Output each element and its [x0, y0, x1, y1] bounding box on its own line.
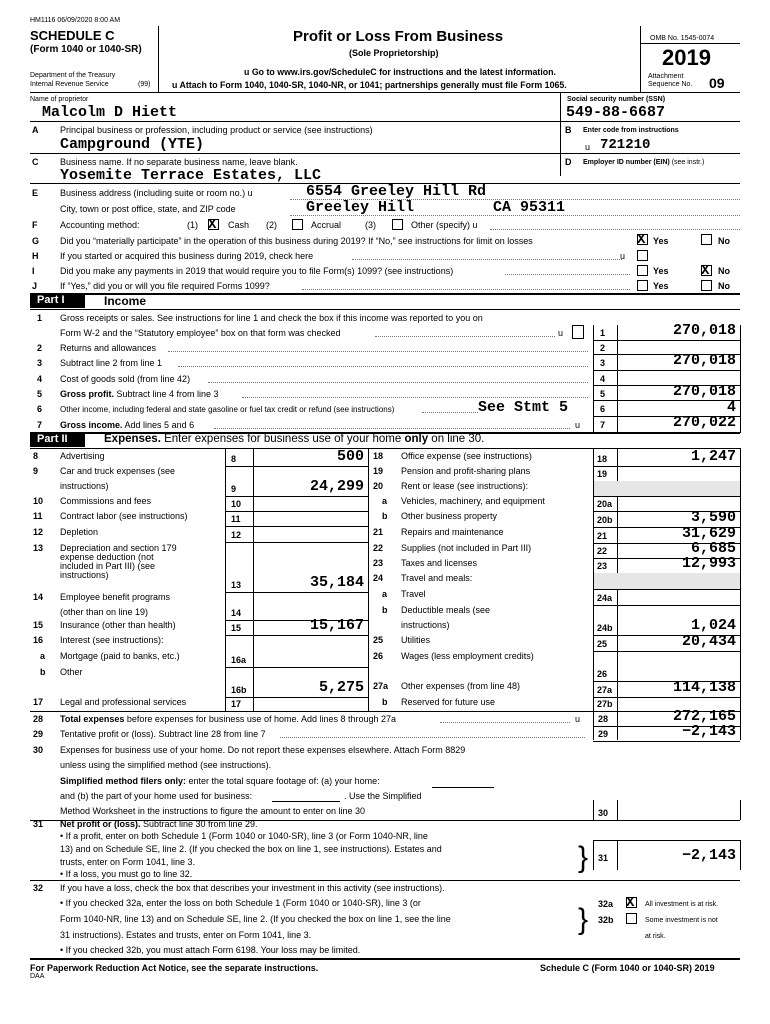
- line30-text2: unless using the simplified method (see instructions).: [60, 760, 272, 770]
- part2-label: Part II: [37, 433, 68, 445]
- expense-line-number: 24: [373, 573, 384, 583]
- line-j-yes-checkbox[interactable]: [637, 280, 648, 291]
- line31-bracket: }: [578, 841, 589, 874]
- line5-box: 5: [600, 389, 606, 399]
- line5-number: 5: [37, 389, 43, 399]
- expense-box-number: 16b: [231, 685, 247, 695]
- line2-box: 2: [600, 343, 606, 353]
- expense-line-number: b: [382, 605, 388, 615]
- ssn-value[interactable]: 549-88-6687: [566, 104, 666, 121]
- line-j-yes-label: Yes: [653, 281, 669, 291]
- line4-number: 4: [37, 374, 43, 384]
- expense-line-number: 10: [33, 496, 44, 506]
- expense-line-label: Other expenses (from line 48): [401, 681, 521, 691]
- line32-text1: If you have a loss, check the box that describes your investment in this activity (see instructions).: [60, 883, 445, 893]
- expense-box-number: 24a: [597, 593, 613, 603]
- expense-line-label: Pension and profit-sharing plans: [401, 466, 531, 476]
- form-title: Profit or Loss From Business: [293, 28, 504, 45]
- line-g-letter: G: [32, 236, 40, 246]
- expense-line-number: b: [382, 697, 388, 707]
- line30-text4b: . Use the Simplified: [344, 791, 422, 801]
- expense-line-label-2: instructions): [401, 620, 450, 630]
- expense-line-label: Supplies (not included in Part III): [401, 543, 532, 553]
- expense-box-number: 23: [597, 561, 608, 571]
- expense-line-number: 8: [33, 451, 39, 461]
- line-a-label: Principal business or profession, including product or service (see instructions): [60, 125, 373, 135]
- expense-box-number: 27a: [597, 685, 613, 695]
- line7-number: 7: [37, 420, 43, 430]
- attach-instructions: u Attach to Form 1040, 1040-SR, 1040-NR, or 1041; partnerships generally must file Form 1065.: [172, 80, 567, 90]
- expense-value[interactable]: 1,024: [690, 617, 736, 634]
- business-address[interactable]: 6554 Greeley Hill Rd: [306, 183, 487, 200]
- line-i-letter: I: [32, 266, 35, 276]
- line-j-label: If “Yes,” did you or will you file required Forms 1099?: [60, 281, 270, 291]
- form-subtitle: (Sole Proprietorship): [349, 48, 439, 58]
- line32b-text2: at risk.: [645, 933, 666, 940]
- expense-box-number: 22: [597, 546, 608, 556]
- expense-line-label: Travel: [401, 589, 426, 599]
- expense-line-label: Other business property: [401, 511, 498, 521]
- line2-text: Returns and allowances: [60, 343, 157, 353]
- expense-row-rule: [593, 496, 740, 497]
- expense-line-label: Vehicles, machinery, and equipment: [401, 496, 545, 506]
- expense-box-number: 24b: [597, 623, 613, 633]
- expense-box-number: 10: [231, 499, 242, 509]
- line3-text: Subtract line 2 from line 1: [60, 358, 163, 368]
- line29-box: 29: [598, 729, 609, 739]
- accrual-label: Accrual: [311, 220, 342, 230]
- cash-check-mark: X: [208, 217, 217, 233]
- expense-line-number: 9: [33, 466, 39, 476]
- line1-text2: Form W-2 and the “Statutory employee” box on that form was checked: [60, 328, 341, 338]
- business-city[interactable]: Greeley Hill: [306, 199, 415, 216]
- expense-box-number: 21: [597, 531, 608, 541]
- line-g-label: Did you “materially participate” in the operation of this business during 2019? If “No,” see instructions for limit on losses: [60, 236, 533, 246]
- expense-value[interactable]: 3,590: [690, 509, 736, 526]
- expense-line-label: Travel and meals:: [401, 573, 473, 583]
- business-name[interactable]: Yosemite Terrace Estates, LLC: [60, 167, 322, 184]
- line-g-no-checkbox[interactable]: [701, 234, 712, 245]
- other-income-value[interactable]: 4: [726, 399, 736, 416]
- expense-row-rule: [225, 592, 368, 593]
- line-j-no-checkbox[interactable]: [701, 280, 712, 291]
- line1-marker: u: [558, 328, 564, 338]
- line5-text: Gross profit. Subtract line 4 from line 3: [60, 389, 219, 399]
- expense-box-number: 26: [597, 669, 608, 679]
- expense-box-number: 8: [231, 454, 237, 464]
- line-e-letter: E: [32, 188, 39, 198]
- line31-text5: • If a loss, you must go to line 32.: [60, 869, 193, 879]
- expense-value[interactable]: 6,685: [690, 540, 736, 557]
- line-i-label: Did you make any payments in 2019 that would require you to file Form(s) 1099? (see instructions): [60, 266, 454, 276]
- irs-code: (99): [138, 81, 151, 88]
- expense-row-rule: [593, 589, 740, 590]
- expense-line-label: Mortgage (paid to banks, etc.): [60, 651, 180, 661]
- line29-text: Tentative profit or (loss). Subtract line 28 from line 7: [60, 729, 266, 739]
- line3-number: 3: [37, 358, 43, 368]
- expense-line-number: 13: [33, 543, 44, 553]
- expense-line-label: Legal and professional services: [60, 697, 187, 707]
- expense-box-number: 16a: [231, 655, 247, 665]
- expense-box-number: 19: [597, 469, 608, 479]
- expense-box-number: 14: [231, 608, 242, 618]
- line-b-label: Enter code from instructions: [583, 127, 679, 134]
- expense-line-label: Rent or lease (see instructions):: [401, 481, 529, 491]
- line-i-no-label: No: [718, 266, 730, 276]
- part1-title: Income: [104, 294, 147, 308]
- line-d-label: Employer ID number (EIN) (see instr.): [583, 159, 705, 166]
- form-footer-id: Schedule C (Form 1040 or 1040-SR) 2019: [540, 963, 715, 973]
- cash-option-number: (1): [187, 220, 198, 230]
- line32-number: 32: [33, 883, 44, 893]
- expense-box-number: 11: [231, 514, 241, 524]
- part1-label: Part I: [37, 294, 65, 306]
- line-b-marker: u: [585, 142, 591, 152]
- line28-marker: u: [575, 714, 581, 724]
- expense-line-label: Office expense (see instructions): [401, 451, 532, 461]
- line1-text: Gross receipts or sales. See instructions for line 1 and check the box if this income was reported to you on: [60, 313, 483, 323]
- expense-row-rule: [225, 526, 368, 527]
- expense-value[interactable]: 20,434: [681, 633, 736, 650]
- expense-line-number: 26: [373, 651, 384, 661]
- expense-box-number: 27b: [597, 699, 613, 709]
- expense-row-rule: [225, 667, 368, 668]
- line-g-yes-label: Yes: [653, 236, 669, 246]
- expense-line-number: b: [40, 667, 46, 677]
- expense-box-number: 18: [597, 454, 608, 464]
- expense-line-number: 21: [373, 527, 384, 537]
- line32-bracket: }: [578, 903, 589, 936]
- expense-line-label: Deductible meals (see: [401, 605, 491, 615]
- expense-line-label: Insurance (other than health): [60, 620, 176, 630]
- line32b-label: 32b: [598, 915, 614, 925]
- expense-line-label-3: included in Part III) (see: [60, 561, 156, 571]
- ssn-label: Social security number (SSN): [567, 96, 666, 103]
- expense-line-number: 12: [33, 527, 44, 537]
- cash-label: Cash: [228, 220, 250, 230]
- line31-text3: 13) and on Schedule SE, line 2. (If you checked the box on line 1, see instructions). Estates and: [60, 844, 442, 854]
- line-i-no-mark: X: [701, 263, 710, 279]
- expense-line-label: Contract labor (see instructions): [60, 511, 188, 521]
- shaded-cell: [594, 481, 740, 496]
- expense-line-label: Interest (see instructions):: [60, 635, 164, 645]
- line1-number: 1: [37, 313, 43, 323]
- expense-row-rule: [593, 651, 740, 652]
- expense-value[interactable]: 5,275: [318, 679, 364, 696]
- proprietor-name[interactable]: Malcolm D Hiett: [42, 104, 178, 121]
- expense-line-label: Depletion: [60, 527, 99, 537]
- line6-text: Other income, including federal and state gasoline or fuel tax credit or refund (see instructions): [60, 405, 395, 414]
- expense-value[interactable]: 35,184: [309, 574, 364, 591]
- expense-line-number: 23: [373, 558, 384, 568]
- line-b-letter: B: [565, 125, 572, 135]
- attachment-label: Attachment: [648, 73, 684, 80]
- expense-box-number: 12: [231, 530, 242, 540]
- other-method-checkbox[interactable]: [392, 219, 403, 230]
- expense-box-number: 25: [597, 639, 608, 649]
- line-e-city-label: City, town or post office, state, and ZIP code: [60, 204, 236, 214]
- expense-row-rule: [225, 511, 368, 512]
- business-state-zip[interactable]: CA 95311: [493, 199, 566, 216]
- expense-value[interactable]: 15,167: [309, 617, 364, 634]
- expense-line-label: Advertising: [60, 451, 105, 461]
- expense-line-number: 20: [373, 481, 384, 491]
- principal-business[interactable]: Campground (YTE): [60, 136, 205, 153]
- expense-box-number: 17: [231, 699, 242, 709]
- line6-statement: See Stmt 5: [478, 399, 569, 416]
- part2-title: Expenses. Enter expenses for business use of your home only on line 30.: [104, 433, 485, 445]
- expense-line-label: Car and truck expenses (see: [60, 466, 176, 476]
- expense-row-rule: [225, 697, 368, 698]
- expense-line-label: Wages (less employment credits): [401, 651, 534, 661]
- expense-line-number: 18: [373, 451, 384, 461]
- expense-line-number: 16: [33, 635, 44, 645]
- line-i-yes-checkbox[interactable]: [637, 265, 648, 276]
- line28-number: 28: [33, 714, 44, 724]
- expense-line-label: Employee benefit programs: [60, 592, 171, 602]
- line4-text: Cost of goods sold (from line 42): [60, 374, 191, 384]
- line7-marker: u: [575, 420, 581, 430]
- line32a-text: All investment is at risk.: [645, 901, 719, 908]
- line32a-label: 32a: [598, 899, 614, 909]
- expense-line-number: 19: [373, 466, 384, 476]
- expense-row-rule: [593, 466, 740, 467]
- expense-box-number: 13: [231, 580, 242, 590]
- proprietor-name-label: Name of proprietor: [30, 96, 89, 103]
- gross-profit-value[interactable]: 270,018: [672, 383, 736, 400]
- line-g-yes-mark: X: [637, 232, 646, 248]
- net-profit-value[interactable]: −2,143: [681, 847, 736, 864]
- line-c-label: Business name. If no separate business name, leave blank.: [60, 157, 298, 167]
- expense-line-label-4: instructions): [60, 570, 109, 580]
- expense-line-label: Taxes and licenses: [401, 558, 478, 568]
- expense-line-number: 17: [33, 697, 44, 707]
- shaded-cell: [594, 573, 740, 589]
- line-h-marker: u: [620, 251, 626, 261]
- expense-row-rule: [225, 711, 368, 712]
- line30-text1: Expenses for business use of your home. Do not report these expenses elsewhere. Attach Form 8829: [60, 745, 466, 755]
- sequence-number: 09: [709, 75, 725, 91]
- expense-line-label-2: expense deduction (not: [60, 552, 154, 562]
- expense-value[interactable]: 114,138: [672, 679, 736, 696]
- line-a-letter: A: [32, 125, 39, 135]
- expense-value[interactable]: 12,993: [681, 555, 736, 572]
- expense-row-rule: [593, 697, 740, 698]
- line1-box: 1: [600, 328, 606, 338]
- expense-line-label-2: (other than on line 19): [60, 607, 149, 617]
- expense-line-label: Commissions and fees: [60, 496, 152, 506]
- total-expenses-value[interactable]: 272,165: [672, 708, 736, 725]
- line30-text4: and (b) the part of your home used for business:: [60, 791, 253, 801]
- line-c-letter: C: [32, 157, 39, 167]
- accounting-method-label: Accounting method:: [60, 220, 140, 230]
- expense-box-number: 20a: [597, 499, 613, 509]
- line30-text3: Simplified method filers only: enter the total square footage of: (a) your home:: [60, 776, 380, 786]
- line6-number: 6: [37, 404, 43, 414]
- expense-box-number: 15: [231, 623, 242, 633]
- line-h-label: If you started or acquired this business during 2019, check here: [60, 251, 314, 261]
- line31-text1: Net profit or (loss). Subtract line 30 from line 29.: [60, 819, 258, 829]
- line32-text3: Form 1040-NR, line 13) and on Schedule SE, line 2. (If you checked the box on line 1, see the line: [60, 914, 451, 924]
- expense-row-rule: [593, 711, 740, 712]
- line32a-mark: X: [626, 895, 635, 911]
- line-i-yes-label: Yes: [653, 266, 669, 276]
- expense-value[interactable]: 500: [336, 448, 364, 465]
- expense-line-number: a: [382, 589, 388, 599]
- line29-number: 29: [33, 729, 44, 739]
- line32-text2: • If you checked 32a, enter the loss on both Schedule 1 (Form 1040 or 1040-SR), line 3 (or: [60, 898, 421, 908]
- line-h-letter: H: [32, 251, 39, 261]
- line31-number: 31: [33, 819, 44, 829]
- expense-line-label: Reserved for future use: [401, 697, 496, 707]
- expense-line-label-2: instructions): [60, 481, 109, 491]
- expense-box-number: 20b: [597, 515, 613, 525]
- line-d-letter: D: [565, 157, 572, 167]
- paperwork-notice: For Paperwork Reduction Act Notice, see the separate instructions.: [30, 963, 319, 973]
- expense-row-rule: [225, 542, 368, 543]
- expense-row-rule: [225, 466, 368, 467]
- expense-line-number: 15: [33, 620, 44, 630]
- line31-text2: • If a profit, enter on both Schedule 1 (Form 1040 or 1040-SR), line 3 (or Form 1040-NR, line: [60, 831, 428, 841]
- print-stamp: HM1116 06/09/2020 8:00 AM: [30, 17, 121, 24]
- expense-line-number: 25: [373, 635, 384, 645]
- line28-box: 28: [598, 714, 609, 724]
- statutory-employee-checkbox[interactable]: [572, 325, 584, 339]
- tax-year: 2019: [662, 45, 711, 70]
- line-e-address-label: Business address (including suite or room no.) u: [60, 188, 253, 198]
- line7-box: 7: [600, 420, 606, 430]
- line-j-no-label: No: [718, 281, 730, 291]
- expense-value[interactable]: 1,247: [690, 448, 736, 465]
- expense-line-number: 14: [33, 592, 44, 602]
- expense-line-number: 27a: [373, 681, 389, 691]
- expense-box-number: 9: [231, 484, 237, 494]
- gross-income-value[interactable]: 270,022: [672, 414, 736, 431]
- expense-row-rule: [225, 635, 368, 636]
- line30-box: 30: [598, 808, 609, 818]
- line-h-checkbox[interactable]: [637, 250, 648, 261]
- schedule-label: SCHEDULE C: [30, 28, 115, 43]
- line7-text: Gross income. Add lines 5 and 6: [60, 420, 195, 430]
- line30-number: 30: [33, 745, 44, 755]
- form-reference: (Form 1040 or 1040-SR): [30, 44, 142, 55]
- line3-box: 3: [600, 358, 606, 368]
- line28-text: Total expenses before expenses for business use of home. Add lines 8 through 27a: [60, 714, 397, 724]
- omb-number: OMB No. 1545-0074: [650, 35, 715, 42]
- expense-line-number: 11: [33, 511, 43, 521]
- daa-label: DAA: [30, 973, 45, 980]
- expense-line-label: Repairs and maintenance: [401, 527, 504, 537]
- sequence-label: Sequence No.: [648, 81, 693, 88]
- irs-label: Internal Revenue Service: [30, 81, 109, 88]
- line32b-text: Some investment is not: [645, 917, 718, 924]
- accrual-checkbox[interactable]: [292, 219, 303, 230]
- expense-value[interactable]: 31,629: [681, 525, 736, 542]
- line3-value[interactable]: 270,018: [672, 352, 736, 369]
- line-f-letter: F: [32, 220, 38, 230]
- goto-instructions: u Go to www.irs.gov/ScheduleC for instructions and the latest information.: [244, 67, 556, 77]
- line-g-no-label: No: [718, 236, 730, 246]
- line30-text5: Method Worksheet in the instructions to figure the amount to enter on line 30: [60, 806, 366, 816]
- business-code[interactable]: 721210: [600, 137, 651, 153]
- line4-box: 4: [600, 374, 606, 384]
- expense-row-rule: [593, 605, 740, 606]
- accrual-option-number: (2): [266, 220, 277, 230]
- expense-value[interactable]: 24,299: [309, 478, 364, 495]
- line32-text5: • If you checked 32b, you must attach Form 6198. Your loss may be limited.: [60, 945, 361, 955]
- expense-line-number: b: [382, 511, 388, 521]
- expense-line-number: a: [40, 651, 46, 661]
- expense-line-number: a: [382, 496, 388, 506]
- line31-box: 31: [598, 853, 609, 863]
- expense-line-number: 22: [373, 543, 384, 553]
- expense-row-rule: [225, 496, 368, 497]
- expense-line-label: Other: [60, 667, 83, 677]
- department: Department of the Treasury: [30, 72, 116, 79]
- line6-box: 6: [600, 404, 606, 414]
- line31-text4: trusts, enter on Form 1041, line 3.: [60, 857, 196, 867]
- line-j-letter: J: [32, 281, 38, 291]
- line2-number: 2: [37, 343, 43, 353]
- expense-line-label: Depreciation and section 179: [60, 543, 177, 553]
- line32-text4: 31 instructions). Estates and trusts, enter on Form 1041, line 3.: [60, 930, 312, 940]
- gross-receipts-value[interactable]: 270,018: [672, 322, 736, 339]
- line32b-checkbox[interactable]: [626, 913, 637, 924]
- other-method-label: Other (specify) u: [411, 220, 478, 230]
- tentative-profit-value[interactable]: −2,143: [681, 723, 736, 740]
- other-option-number: (3): [365, 220, 376, 230]
- expense-line-label: Utilities: [401, 635, 431, 645]
